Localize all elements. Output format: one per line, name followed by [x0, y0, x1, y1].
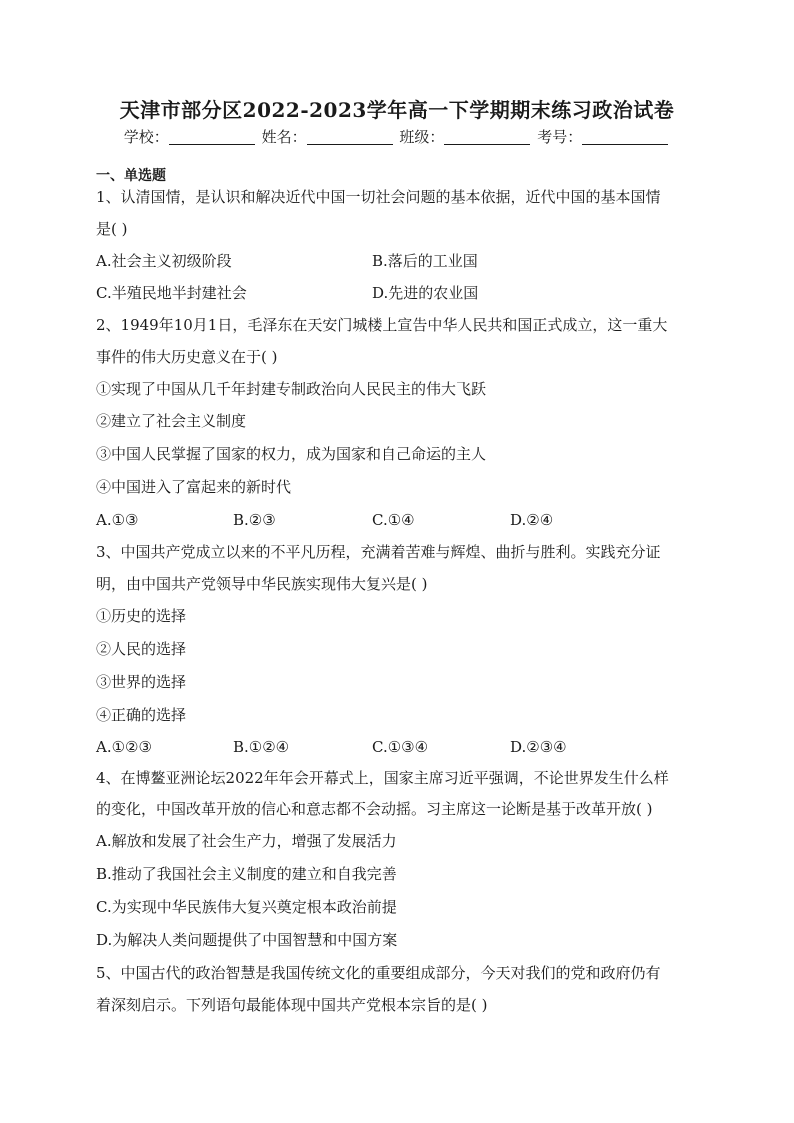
q1-stem-line-1: 1、认清国情，是认识和解决近代中国一切社会问题的基本依据，近代中国的基本国情: [96, 188, 661, 206]
q2-item-3: ③中国人民掌握了国家的权力，成为国家和自己命运的主人: [96, 445, 487, 463]
q1-option-a[interactable]: A.社会主义初级阶段: [96, 252, 232, 270]
q1-option-c[interactable]: C.半殖民地半封建社会: [96, 284, 247, 302]
q2-item-4: ④中国进入了富起来的新时代: [96, 478, 292, 496]
q2-item-1: ①实现了中国从几千年封建专制政治向人民民主的伟大飞跃: [96, 380, 487, 398]
q3-option-d[interactable]: D.②③④: [510, 738, 567, 756]
q2-option-a[interactable]: A.①③: [96, 511, 139, 529]
name-label: 姓名：: [261, 128, 307, 146]
school-label: 学校：: [123, 128, 169, 146]
q4-option-c[interactable]: C.为实现中华民族伟大复兴奠定根本政治前提: [96, 898, 397, 916]
q1-option-d[interactable]: D.先进的农业国: [372, 284, 479, 302]
class-blank[interactable]: [444, 129, 530, 145]
class-label: 班级：: [399, 128, 445, 146]
q3-stem-line-1: 3、中国共产党成立以来的不平凡历程，充满着苦难与辉煌、曲折与胜利。实践充分证: [96, 543, 661, 561]
student-info-line: [0, 126, 794, 148]
q3-option-b[interactable]: B.①②④: [233, 738, 290, 756]
q2-option-b[interactable]: B.②③: [233, 511, 276, 529]
name-blank[interactable]: [307, 129, 393, 145]
q3-item-1: ①历史的选择: [96, 607, 187, 625]
q2-stem-line-1: 2、1949年10月1日，毛泽东在天安门城楼上宣告中华人民共和国正式成立，这一重大: [96, 316, 668, 334]
q4-option-b[interactable]: B.推动了我国社会主义制度的建立和自我完善: [96, 865, 397, 883]
q3-stem-line-2: 明，由中国共产党领导中华民族实现伟大复兴是( ): [96, 575, 428, 593]
q2-stem-line-2: 事件的伟大历史意义在于( ): [96, 348, 278, 366]
section-heading: 一、单选题: [96, 168, 166, 184]
q4-option-d[interactable]: D.为解决人类问题提供了中国智慧和中国方案: [96, 931, 398, 949]
school-blank[interactable]: [169, 129, 255, 145]
exam-number-label: 考号：: [537, 128, 583, 146]
q1-option-b[interactable]: B.落后的工业国: [372, 252, 478, 270]
q3-item-2: ②人民的选择: [96, 640, 187, 658]
q1-stem-line-2: 是( ): [96, 220, 128, 238]
q2-item-2: ②建立了社会主义制度: [96, 412, 247, 430]
q2-option-d[interactable]: D.②④: [510, 511, 554, 529]
q3-item-3: ③世界的选择: [96, 673, 187, 691]
exam-title: 天津市部分区2022-2023学年高一下学期期末练习政治试卷: [119, 98, 675, 122]
q4-stem-line-2: 的变化，中国改革开放的信心和意志都不会动摇。习主席这一论断是基于改革开放( ): [96, 800, 653, 818]
q3-option-a[interactable]: A.①②③: [96, 738, 152, 756]
q5-stem-line-2: 着深刻启示。下列语句最能体现中国共产党根本宗旨的是( ): [96, 996, 488, 1014]
exam-number-blank[interactable]: [582, 129, 668, 145]
q3-option-c[interactable]: C.①③④: [372, 738, 429, 756]
q2-option-c[interactable]: C.①④: [372, 511, 415, 529]
q4-option-a[interactable]: A.解放和发展了社会生产力，增强了发展活力: [96, 832, 397, 850]
q4-stem-line-1: 4、在博鳌亚洲论坛2022年年会开幕式上，国家主席习近平强调，不论世界发生什么样: [96, 769, 669, 787]
q3-item-4: ④正确的选择: [96, 706, 187, 724]
q5-stem-line-1: 5、中国古代的政治智慧是我国传统文化的重要组成部分，今天对我们的党和政府仍有: [96, 964, 661, 982]
